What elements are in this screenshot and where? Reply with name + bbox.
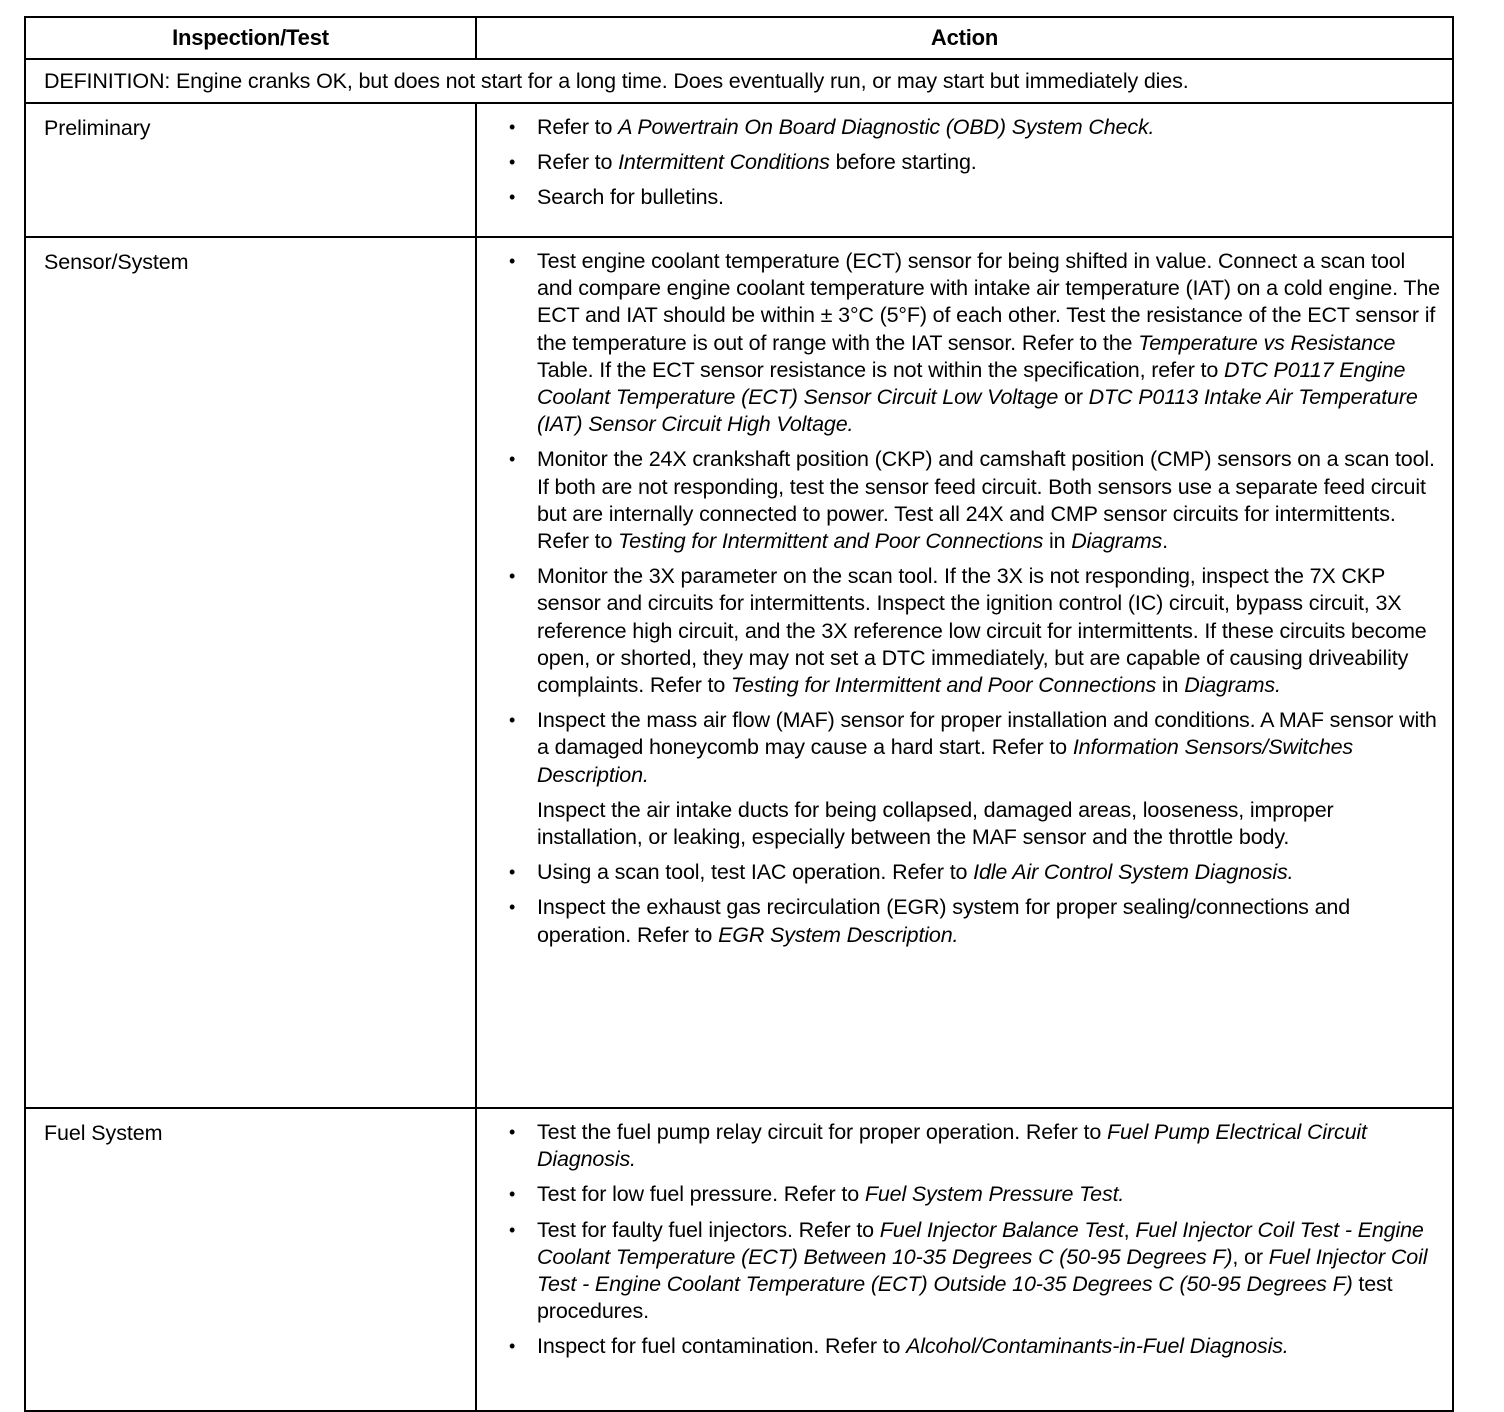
action-item [509, 149, 1440, 176]
bullet-icon: • [509, 251, 516, 271]
action-item [509, 248, 1440, 438]
action-text: Inspect the mass air flow (MAF) sensor for proper installation and conditions. A MAF sensor with a damaged honeycomb may cause a hard start. Refer to [537, 708, 1437, 760]
reference-text: Alcohol/Contaminants-in-Fuel Diagnosis. [906, 1334, 1289, 1359]
action-text: Refer to [537, 115, 619, 139]
action-text: or [1058, 385, 1089, 410]
reference-text: Fuel System Pressure Test. [864, 1182, 1125, 1207]
action-item [509, 184, 1440, 211]
action-item [509, 1181, 1440, 1208]
definition-text: DEFINITION: Engine cranks OK, but does not start for a long time. Does eventually run, or may start but immediately dies. [25, 59, 1453, 103]
action-item [509, 1217, 1440, 1326]
reference-text: A Powertrain On Board Diagnostic (OBD) System Check. [618, 115, 1155, 139]
action-text: , or [1232, 1244, 1269, 1269]
action-text: Table. If the ECT sensor resistance is not within the specification, refer to [537, 357, 1224, 382]
bullet-icon: • [509, 897, 516, 918]
row-actions-preliminary [476, 103, 1453, 237]
action-text: . [1162, 529, 1168, 554]
action-text: Test the fuel pump relay circuit for proper operation. Refer to [537, 1120, 1107, 1144]
reference-text: Information Sensors/Switches Description. [537, 735, 1354, 787]
bullet-icon: • [509, 1219, 516, 1240]
action-item [509, 1119, 1440, 1173]
action-text: Test engine coolant temperature (ECT) sensor for being shifted in value. Connect a scan tool and compare engine coolant temperature with intake air temperature (IAT) on a cold engine. The ECT and IAT should be within ± 3°C (5°F) of each other. Test the resistance of the ECT sensor if the temperature is out of range with the IAT sensor. Refer to the [537, 249, 1440, 355]
bullet-icon: • [509, 449, 516, 470]
bullet-icon: • [509, 710, 516, 731]
action-item [509, 114, 1440, 141]
reference-text: DTC P0117 Engine Coolant Temperature (ECT) Sensor Circuit Low Voltage [537, 357, 1406, 410]
reference-text: Fuel Injector Coil Test - Engine Coolant Temperature (ECT) Between 10-35 Degrees C (50-95 Degrees F) [537, 1217, 1424, 1269]
header-inspection-test: Inspection/Test [25, 17, 476, 59]
row-label-fuel-system: Fuel System [25, 1108, 476, 1411]
table-row-preliminary [25, 103, 1453, 237]
action-text: in [1156, 673, 1185, 698]
bullet-icon: • [509, 117, 516, 137]
action-item [509, 894, 1440, 948]
action-item [509, 859, 1440, 886]
action-text: Monitor the 3X parameter on the scan tool. If the 3X is not responding, inspect the 7X CKP sensor and circuits for intermittents. Inspect the ignition control (IC) circuit, bypass circuit, 3X reference high circuit, and the 3X reference low circuit for intermittents. If these circuits become open, or shorted, they may not set a DTC immediately, but are capable of causing driveability complaints. Refer to [537, 564, 1427, 698]
reference-text: Testing for Intermittent and Poor Connections [618, 529, 1044, 554]
reference-text: Idle Air Control System Diagnosis. [973, 860, 1294, 885]
bullet-icon: • [509, 1184, 516, 1205]
bullet-icon: • [509, 187, 516, 208]
action-text: test procedures. [537, 1272, 1393, 1324]
bullet-icon: • [509, 1122, 516, 1142]
action-text: Using a scan tool, test IAC operation. Refer to [537, 860, 974, 885]
reference-text: Intermittent Conditions [618, 150, 830, 175]
action-text: Test for faulty fuel injectors. Refer to [537, 1217, 880, 1242]
reference-text: Diagrams. [1184, 673, 1281, 698]
action-text: , [1123, 1217, 1136, 1242]
reference-text: Fuel Injector Balance Test [879, 1217, 1124, 1242]
reference-text: Fuel Pump Electrical Circuit Diagnosis. [537, 1120, 1367, 1172]
header-row [25, 17, 1453, 59]
action-item [509, 563, 1440, 699]
action-text: Inspect for fuel contamination. Refer to [537, 1334, 907, 1359]
action-text: in [1043, 529, 1072, 554]
table-row-fuel-system [25, 1108, 1453, 1411]
action-item [509, 446, 1440, 555]
action-item [509, 797, 1440, 851]
reference-text: Testing for Intermittent and Poor Connections [731, 673, 1157, 698]
reference-text: Fuel Injector Coil Test - Engine Coolant Temperature (ECT) Outside 10-35 Degrees C (50-95 Degrees F) [537, 1244, 1428, 1297]
row-actions-sensor-system [476, 237, 1453, 1108]
action-item [509, 1333, 1440, 1360]
action-text: Inspect the air intake ducts for being collapsed, damaged areas, looseness, improper installation, or leaking, especially between the MAF sensor and the throttle body. [537, 797, 1334, 850]
reference-text: DTC P0113 Intake Air Temperature (IAT) Sensor Circuit High Voltage. [537, 385, 1418, 437]
bullet-icon: • [509, 1336, 516, 1357]
action-text: Refer to [537, 150, 619, 175]
action-text: Inspect the exhaust gas recirculation (EGR) system for proper sealing/connections and operation. Refer to [537, 895, 1351, 947]
action-text: Monitor the 24X crankshaft position (CKP) and camshaft position (CMP) sensors on a scan tool. If both are not responding, test the sensor feed circuit. Both sensors use a separate feed circuit but are internally connected to power. Test all 24X and CMP sensor circuits for intermittents. Refer to [537, 447, 1435, 554]
diagnostic-table [24, 16, 1454, 1412]
action-text: Search for bulletins. [537, 185, 724, 210]
table-row-sensor-system [25, 237, 1453, 1108]
action-list [509, 114, 1440, 212]
reference-text: EGR System Description. [718, 922, 959, 947]
bullet-icon: • [509, 862, 516, 883]
reference-text: Temperature vs Resistance [1138, 330, 1396, 355]
header-action: Action [476, 17, 1453, 59]
action-list [509, 248, 1440, 949]
action-item [509, 707, 1440, 789]
bullet-icon: • [509, 152, 516, 173]
action-text: Test for low fuel pressure. Refer to [537, 1182, 865, 1207]
reference-text: Diagrams [1071, 529, 1163, 554]
definition-row [25, 59, 1453, 103]
row-label-sensor-system: Sensor/System [25, 237, 476, 1108]
action-list [509, 1119, 1440, 1361]
bullet-icon: • [509, 566, 516, 587]
row-label-preliminary: Preliminary [25, 103, 476, 237]
row-actions-fuel-system [476, 1108, 1453, 1411]
action-text: before starting. [829, 150, 977, 175]
